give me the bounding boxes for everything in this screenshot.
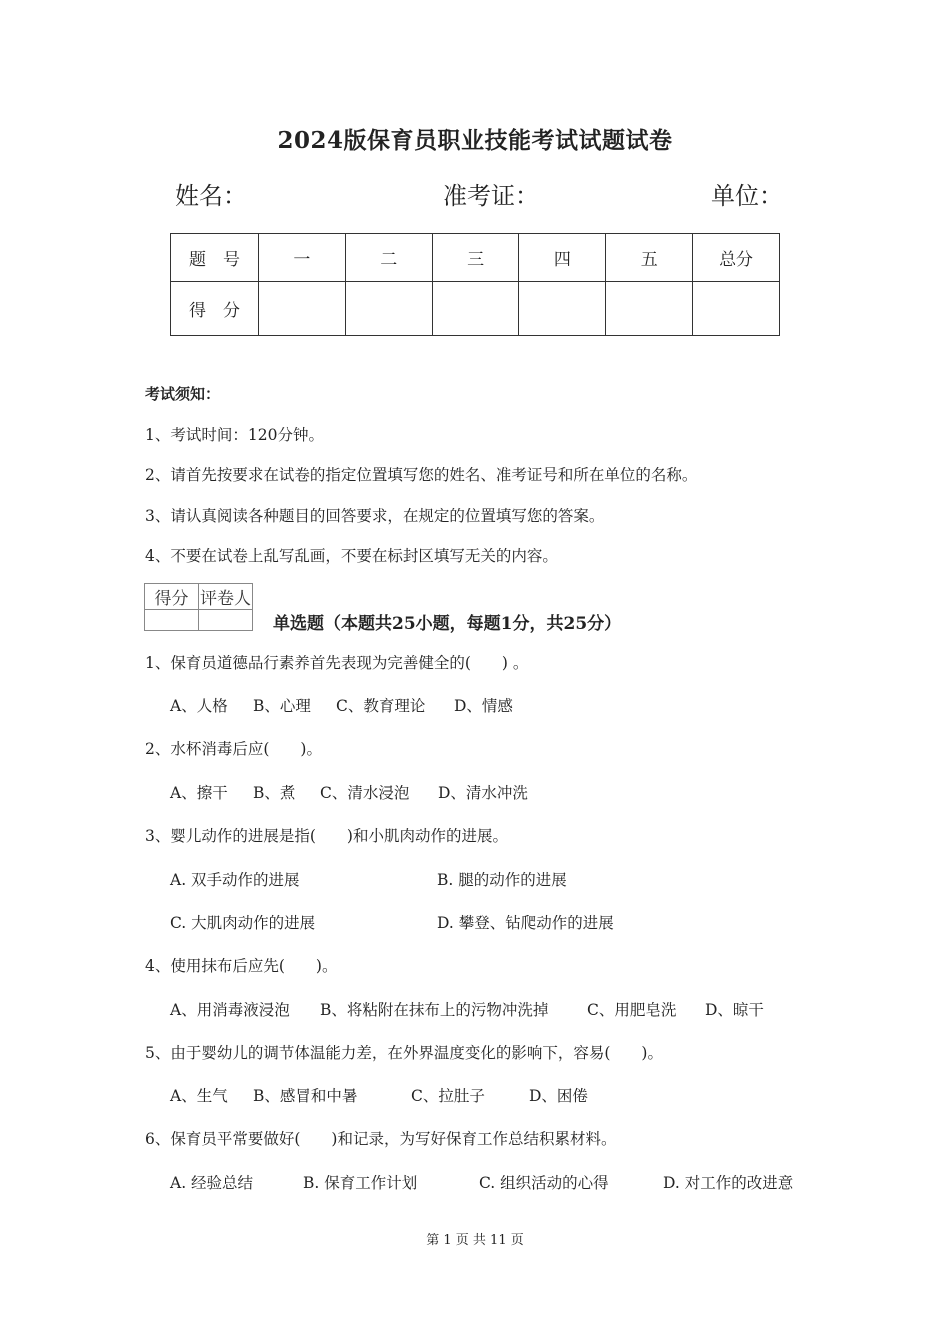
option: A、用消毒液浸泡 [170, 1001, 290, 1019]
question-text: 2、水杯消毒后应( )。 [145, 740, 322, 758]
question-text: 6、保育员平常要做好( )和记录，为写好保育工作总结积累材料。 [145, 1130, 617, 1148]
name-field-label: 姓名： [175, 182, 247, 210]
notice-item: 4、不要在试卷上乱写乱画，不要在标封区填写无关的内容。 [145, 547, 558, 565]
option: D、晾干 [705, 1001, 764, 1019]
option: D、清水冲洗 [438, 784, 528, 802]
option: A. 双手动作的进展 [170, 871, 300, 889]
option: B、感冒和中暑 [253, 1087, 358, 1105]
option: D、情感 [454, 697, 513, 715]
question-text: 1、保育员道德品行素养首先表现为完善健全的( ) 。 [145, 654, 529, 672]
notice-item: 3、请认真阅读各种题目的回答要求，在规定的位置填写您的答案。 [145, 507, 605, 525]
option: C. 大肌肉动作的进展 [170, 914, 316, 932]
option: A、人格 [170, 697, 228, 715]
score-header-cell: 五 [606, 234, 693, 282]
option: D、困倦 [529, 1087, 588, 1105]
score-header-cell: 三 [432, 234, 519, 282]
score-cell[interactable] [519, 282, 606, 336]
exam-title: 2024版保育员职业技能考试试题试卷 [277, 127, 673, 154]
score-header-cell: 题 号 [171, 234, 259, 282]
score-cell[interactable] [693, 282, 780, 336]
score-cell[interactable] [259, 282, 346, 336]
option: C、拉肚子 [411, 1087, 485, 1105]
option: C、教育理论 [336, 697, 426, 715]
option: A. 经验总结 [170, 1174, 254, 1192]
question-text: 5、由于婴幼儿的调节体温能力差，在外界温度变化的影响下，容易( )。 [145, 1044, 663, 1062]
grader-score-label: 得分 [145, 584, 199, 610]
grader-name-label: 评卷人 [199, 584, 253, 610]
section-title: 单选题（本题共25小题，每题1分，共25分） [273, 614, 622, 634]
grader-score-cell[interactable] [145, 610, 199, 631]
option: A、擦干 [170, 784, 228, 802]
score-table [170, 233, 780, 336]
score-header-cell: 一 [259, 234, 346, 282]
option: D. 对工作的改进意 [663, 1174, 794, 1192]
option: C、用肥皂洗 [587, 1001, 677, 1019]
score-header-cell: 二 [345, 234, 432, 282]
score-cell[interactable] [606, 282, 693, 336]
option: A、生气 [170, 1087, 228, 1105]
score-row-label: 得 分 [171, 282, 259, 336]
grader-table [144, 583, 253, 631]
grader-name-cell[interactable] [199, 610, 253, 631]
option: B、煮 [253, 784, 296, 802]
score-cell[interactable] [432, 282, 519, 336]
score-table-header-row [171, 234, 780, 282]
option: B. 保育工作计划 [303, 1174, 418, 1192]
question-text: 3、婴儿动作的进展是指( )和小肌肉动作的进展。 [145, 827, 508, 845]
option: C、清水浸泡 [320, 784, 410, 802]
question-text: 4、使用抹布后应先( )。 [145, 957, 338, 975]
score-header-cell: 四 [519, 234, 606, 282]
unit-field-label: 单位： [711, 182, 783, 210]
notice-item: 1、考试时间：120分钟。 [145, 426, 324, 444]
option: B. 腿的动作的进展 [437, 871, 567, 889]
option: C. 组织活动的心得 [479, 1174, 609, 1192]
page-footer: 第 1 页 共 11 页 [426, 1233, 524, 1248]
score-table-score-row [171, 282, 780, 336]
option: B、将粘附在抹布上的污物冲洗掉 [320, 1001, 549, 1019]
exam-id-field-label: 准考证： [443, 182, 539, 210]
score-cell[interactable] [345, 282, 432, 336]
notice-heading: 考试须知： [145, 385, 221, 403]
score-header-cell: 总分 [693, 234, 780, 282]
option: B、心理 [253, 697, 311, 715]
option: D. 攀登、钻爬动作的进展 [437, 914, 614, 932]
notice-item: 2、请首先按要求在试卷的指定位置填写您的姓名、准考证号和所在单位的名称。 [145, 466, 698, 484]
